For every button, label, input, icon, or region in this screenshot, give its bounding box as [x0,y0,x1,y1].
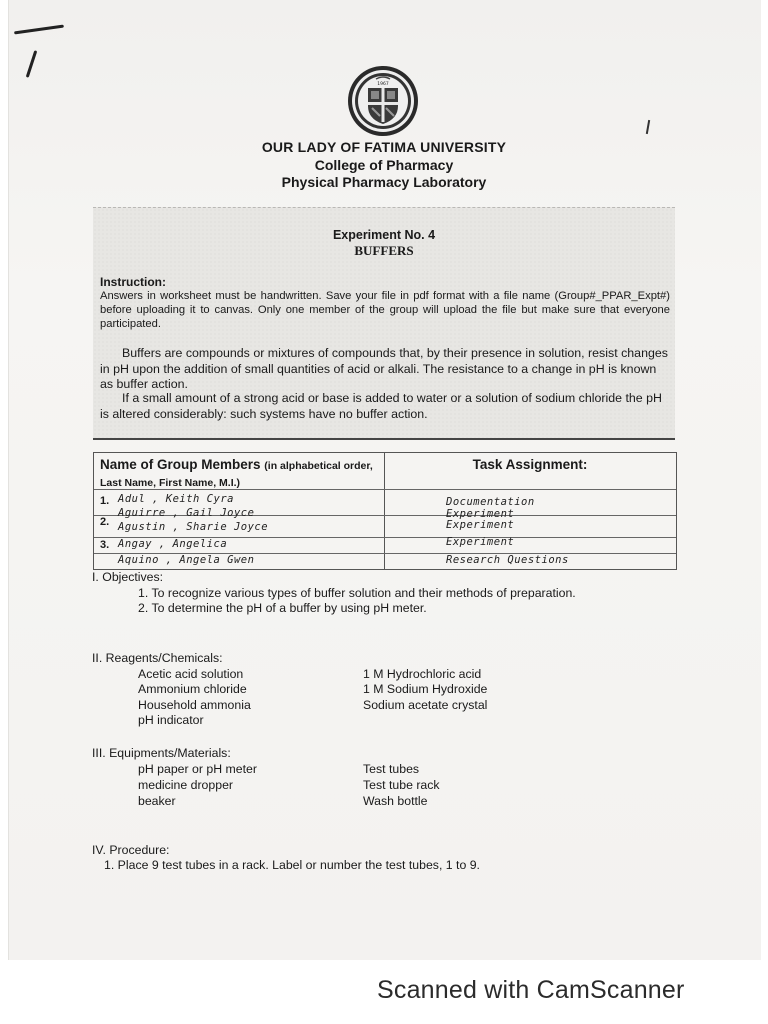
members-column-title: Name of Group Members [100,457,261,472]
members-column-note: (in alphabetical order, Last Name, First Name, M.I.) [100,460,373,489]
college-name: College of Pharmacy [314,157,454,173]
equipment-item: beaker [138,794,176,808]
member-task: Experiment [446,519,515,531]
reagent-item: 1 M Sodium Hydroxide [363,682,488,696]
intro-paragraph [100,346,672,393]
member-task: Research Questions [446,554,569,566]
member-task: Experiment [446,508,515,520]
objective-item: 2. To determine the pH of a buffer by using pH meter. [138,601,427,615]
member-task: Documentation [446,496,535,508]
row-number: 1. [100,495,110,507]
procedure-title: IV. Procedure: [92,843,170,857]
equipment-item: Wash bottle [363,794,428,808]
member-name: Adul , Keith Cyra [118,493,234,505]
member-name: Aguirre , Gail Joyce [118,507,255,519]
reagent-item: Acetic acid solution [138,667,244,681]
row-number: 2. [100,516,110,528]
reagent-item: Ammonium chloride [138,682,247,696]
members-column-header [100,457,380,491]
member-task: Experiment [446,536,515,548]
experiment-title: BUFFERS [354,243,414,258]
university-seal-logo [346,64,420,138]
equipment-item: Test tubes [363,762,420,776]
reagent-item: Sodium acetate crystal [363,698,488,712]
camscanner-watermark: Scanned with CamScanner [377,976,685,1004]
instruction-label: Instruction: [100,275,166,289]
reagent-item: pH indicator [138,713,204,727]
instruction-box [93,207,675,440]
intro-paragraph [100,391,672,422]
row-number: 3. [100,539,110,551]
instruction-text: Answers in worksheet must be handwritten. Save your file in pdf format with a file name (Group#_PPAR_Expt#) before uploading it to canvas. Only one member of the group will upload the file but make sure that everyone participated. [100,290,670,330]
task-column-header: Task Assignment: [472,457,588,472]
equipment-title: III. Equipments/Materials: [92,746,231,760]
reagents-title: II. Reagents/Chemicals: [92,651,223,665]
equipment-item: medicine dropper [138,778,234,792]
intro-paragraph-text: If a small amount of a strong acid or base is added to water or a solution of sodium chloride the pH is altered considerably: such systems have no buffer action. [100,391,662,421]
experiment-number: Experiment No. 4 [332,228,436,242]
equipment-item: pH paper or pH meter [138,762,257,776]
university-name: OUR LADY OF FATIMA UNIVERSITY [261,139,507,155]
member-name: Aquino , Angela Gwen [118,554,255,566]
member-name: Agustin , Sharie Joyce [118,521,269,533]
reagent-item: Household ammonia [138,698,251,712]
group-members-table [93,452,677,570]
lab-name: Physical Pharmacy Laboratory [281,174,487,190]
member-name: Angay , Angelica [118,538,228,550]
intro-paragraph-text: Buffers are compounds or mixtures of compounds that, by their presence in solution, resist changes in pH upon the addition of small quantities of acid or alkali. The resistance to a change in pH is known as buffer action. [100,346,668,391]
seal-year: 1967 [377,82,389,87]
objectives-title: I. Objectives: [92,570,164,584]
procedure-step: 1. Place 9 test tubes in a rack. Label or number the test tubes, 1 to 9. [104,858,480,872]
reagent-item: 1 M Hydrochloric acid [363,667,482,681]
objective-item: 1. To recognize various types of buffer solution and their methods of preparation. [138,586,576,600]
equipment-item: Test tube rack [363,778,440,792]
